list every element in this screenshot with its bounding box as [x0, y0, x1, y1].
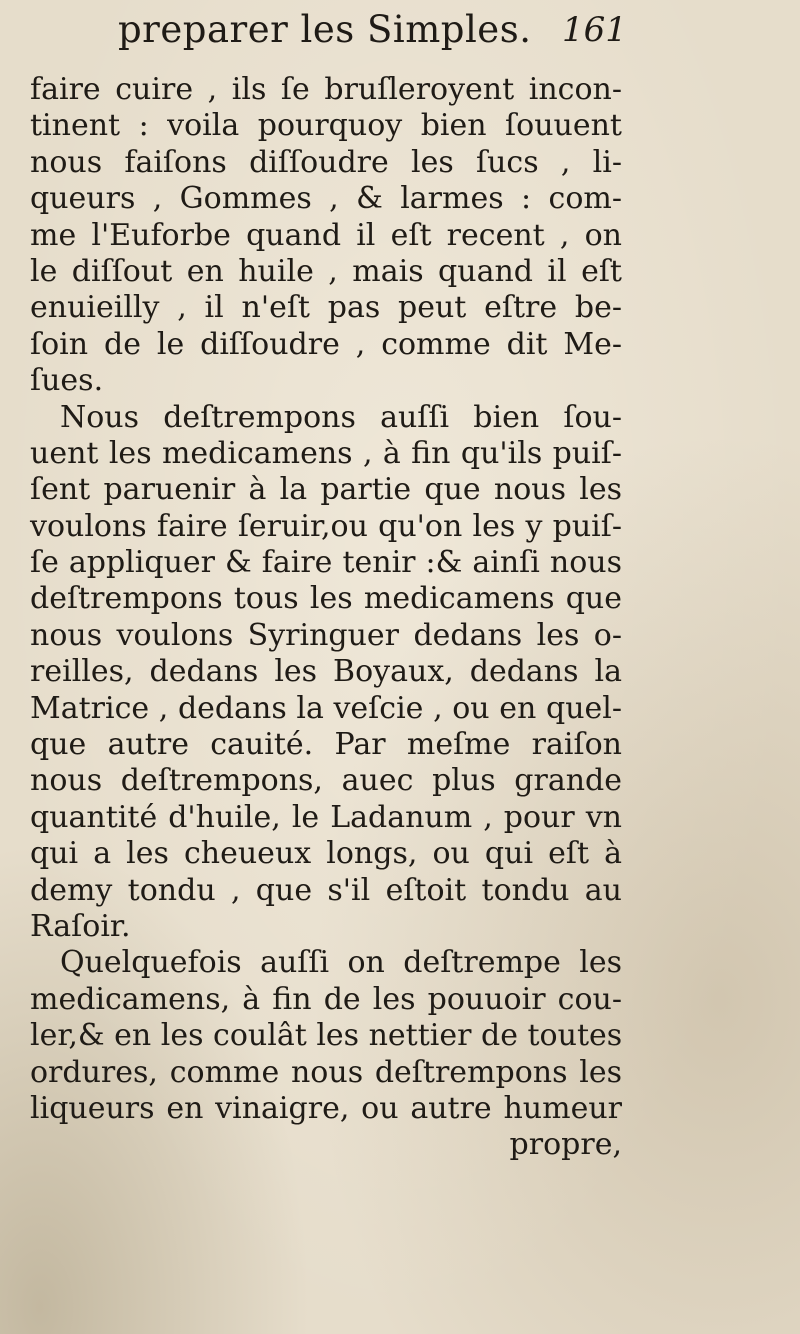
text-line: tinent : voila pourquoy bien ſouuent	[30, 108, 622, 144]
text-line: quantité d'huile, le Ladanum , pour vn	[30, 799, 622, 835]
text-line: ſues.	[30, 363, 104, 399]
body-text	[30, 72, 622, 1164]
text-line: ler,& en les coulât les nettier de toutes	[30, 1018, 623, 1054]
running-title: preparer les Simples.	[118, 8, 532, 51]
text-line: queurs , Gommes , & larmes : com-	[30, 181, 622, 217]
text-line: medicamens, à fin de les pouuoir cou-	[30, 981, 622, 1017]
text-line: liqueurs en vinaigre, ou autre humeur	[30, 1090, 622, 1126]
page-number: 161	[562, 10, 627, 50]
page-header	[118, 8, 638, 60]
text-line: reilles, dedans les Boyaux, dedans la	[30, 654, 622, 690]
text-line: ſe appliquer & faire tenir :& ainſi nous	[30, 545, 622, 581]
text-line: voulons faire ſeruir,ou qu'on les y puiſ-	[30, 508, 622, 544]
text-line: que autre cauité. Par meſme raiſon	[30, 727, 622, 763]
text-line: uent les medicamens , à fin qu'ils puiſ-	[30, 435, 622, 471]
text-line: Raſoir.	[30, 908, 131, 944]
text-line: demy tondu , que s'il eſtoit tondu au	[30, 872, 622, 908]
catchword: propre,	[509, 1127, 622, 1163]
text-line: qui a les cheueux longs, ou qui eſt à	[30, 836, 622, 872]
paragraph-start-line: Quelquefois auſſi on deſtrempe les	[60, 945, 622, 981]
text-line: nous faiſons diſſoudre les ſucs , li-	[30, 144, 622, 180]
text-line: ordures, comme nous deſtrempons les	[30, 1054, 622, 1090]
text-line: me l'Euforbe quand il eſt recent , on	[30, 217, 622, 253]
text-line: ſent paruenir à la partie que nous les	[30, 472, 622, 508]
text-line: faire cuire , ils ſe bruſleroyent incon-	[30, 72, 622, 107]
text-line: ſoin de le diſſoudre , comme dit Me-	[30, 326, 622, 362]
paragraph-start-line: Nous deſtrempons auſſi bien ſou-	[60, 399, 622, 435]
text-line: le diſſout en huile , mais quand il eſt	[30, 253, 622, 289]
text-line: deſtrempons tous les medicamens que	[30, 581, 622, 617]
text-line: Matrice , dedans la veſcie , ou en quel-	[30, 690, 622, 726]
text-line: enuieilly , il n'eſt pas peut eſtre be-	[30, 290, 622, 326]
text-line: nous deſtrempons, auec plus grande	[30, 763, 622, 799]
text-line: nous voulons Syringuer dedans les o-	[30, 617, 622, 653]
